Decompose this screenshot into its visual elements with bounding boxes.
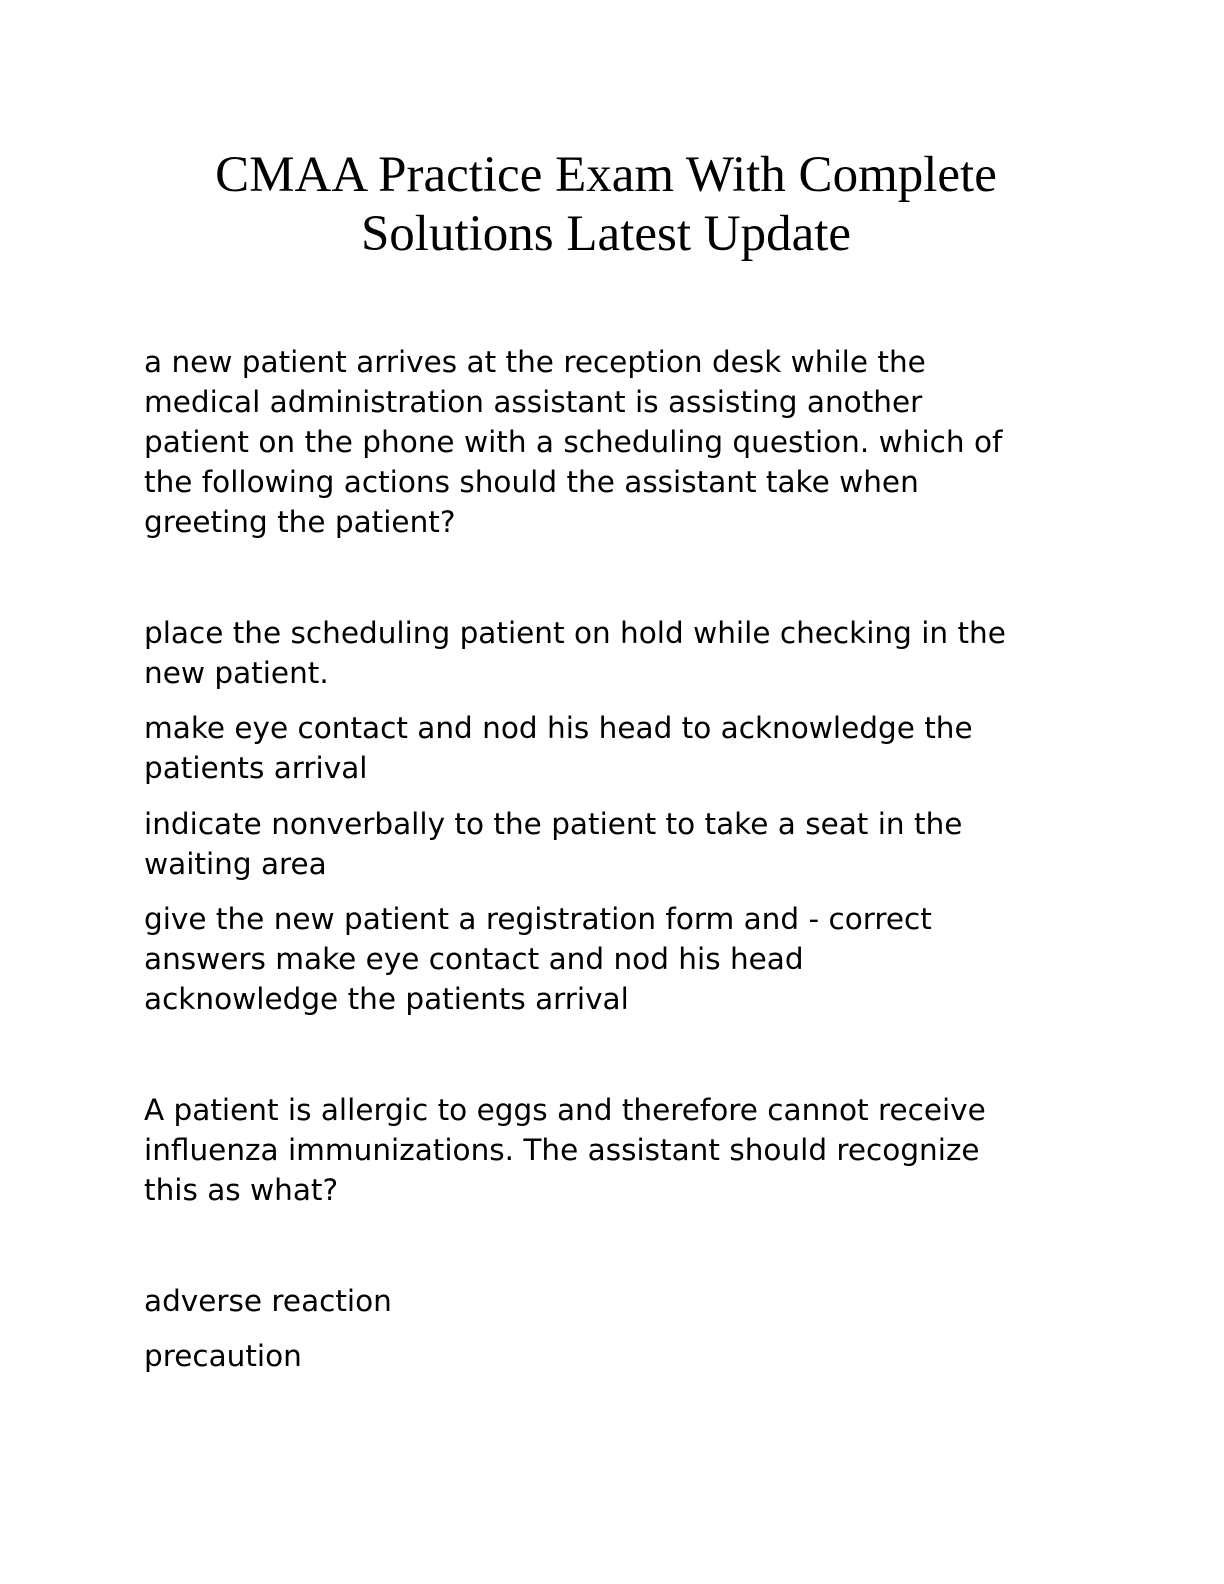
question-1-option-2 bbox=[144, 708, 1084, 788]
question-2-option-2 bbox=[144, 1336, 1084, 1376]
text-line: greeting the patient? bbox=[144, 505, 456, 539]
text-line: the following actions should the assistant take when bbox=[144, 465, 919, 499]
document-title bbox=[0, 146, 1212, 264]
text-line: indicate nonverbally to the patient to take a seat in the bbox=[144, 807, 963, 841]
text-line: this as what? bbox=[144, 1173, 339, 1207]
text-line: patients arrival bbox=[144, 751, 368, 785]
text-line: give the new patient a registration form and - correct bbox=[144, 902, 932, 936]
title-line: Solutions Latest Update bbox=[360, 206, 852, 262]
text-line: A patient is allergic to eggs and therefore cannot receive bbox=[144, 1093, 986, 1127]
title-line: CMAA Practice Exam With Complete bbox=[215, 147, 997, 203]
text-line: a new patient arrives at the reception desk while the bbox=[144, 345, 926, 379]
text-line: influenza immunizations. The assistant should recognize bbox=[144, 1133, 980, 1167]
text-line: answers make eye contact and nod his head bbox=[144, 942, 804, 976]
question-1-option-1 bbox=[144, 613, 1084, 693]
text-line: acknowledge the patients arrival bbox=[144, 982, 629, 1016]
text-line: place the scheduling patient on hold while checking in the bbox=[144, 616, 1006, 650]
text-line: make eye contact and nod his head to acknowledge the bbox=[144, 711, 973, 745]
text-line: waiting area bbox=[144, 847, 327, 881]
question-2-option-1 bbox=[144, 1281, 1084, 1321]
text-line: adverse reaction bbox=[144, 1284, 392, 1318]
question-1-option-4 bbox=[144, 899, 1084, 1019]
question-2-prompt bbox=[144, 1090, 1084, 1210]
question-1-prompt bbox=[144, 342, 1084, 542]
text-line: patient on the phone with a scheduling question. which of bbox=[144, 425, 1003, 459]
text-line: new patient. bbox=[144, 656, 329, 690]
text-line: precaution bbox=[144, 1339, 302, 1373]
question-1-option-3 bbox=[144, 804, 1084, 884]
text-line: medical administration assistant is assisting another bbox=[144, 385, 923, 419]
